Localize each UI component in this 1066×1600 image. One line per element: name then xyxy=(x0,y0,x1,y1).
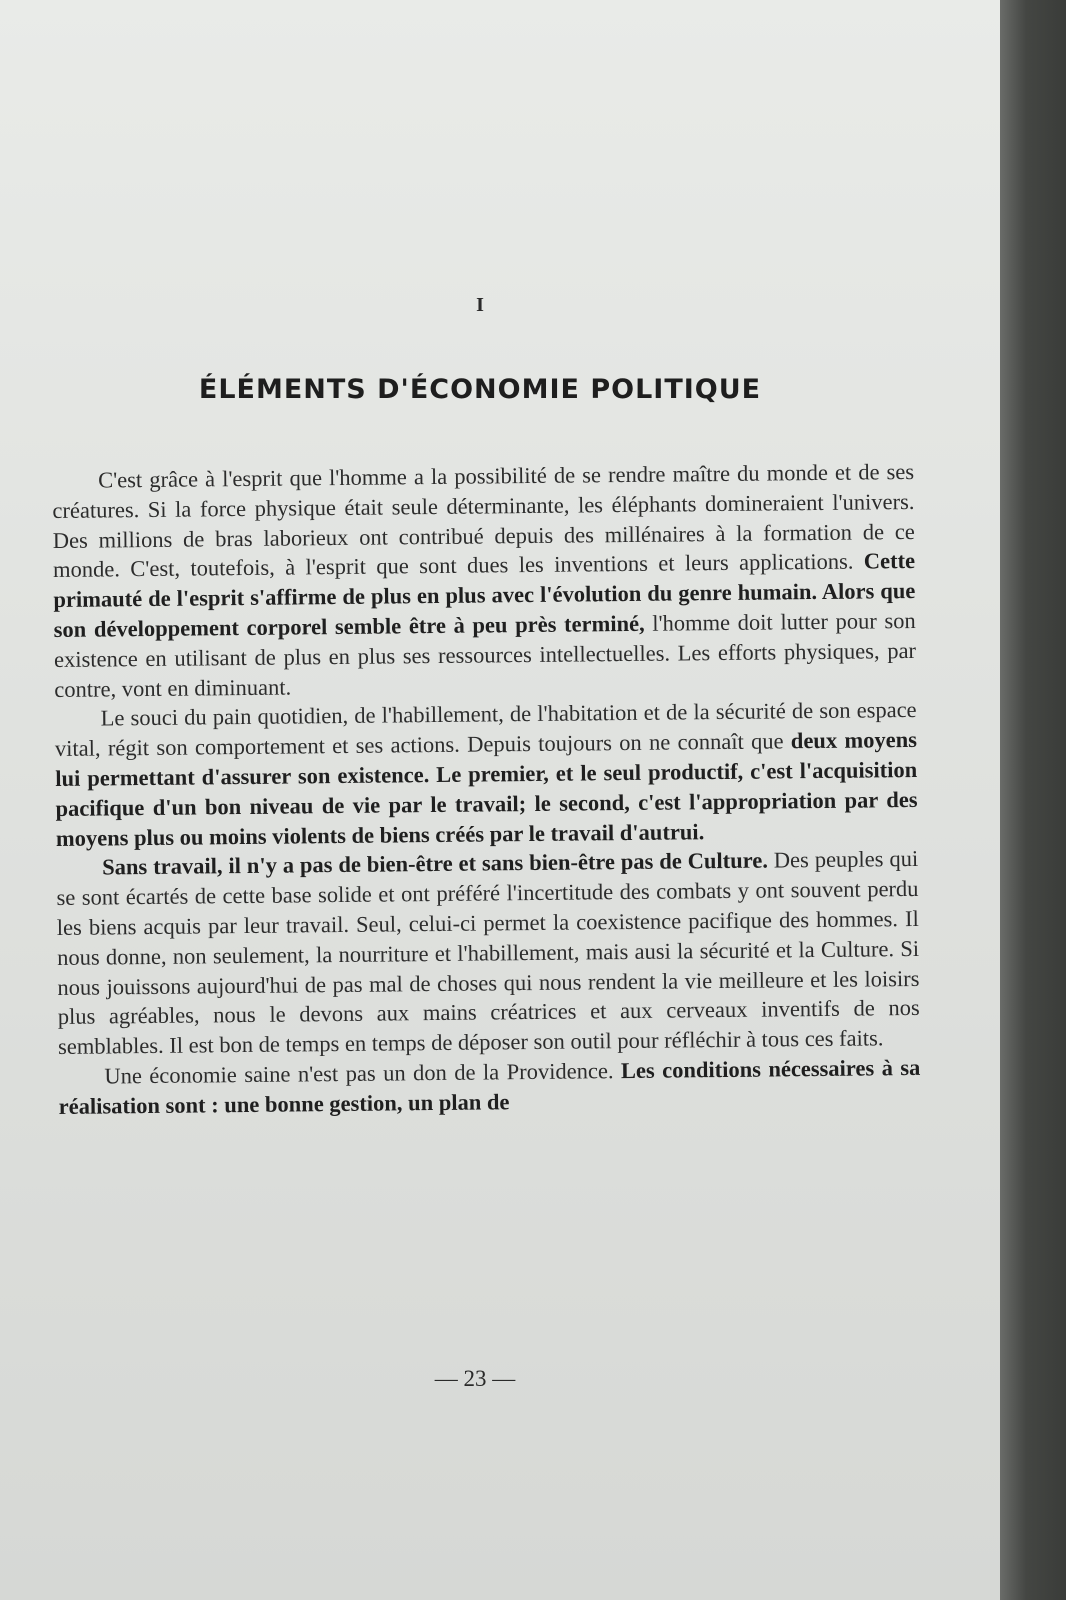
bold-segment: Sans travail, il n'y a pas de bien-être et sans bien-être pas de Culture. xyxy=(102,847,769,880)
text-segment: Une économie saine n'est pas un don de la Providence. xyxy=(104,1058,622,1089)
text-segment: Le souci du pain quotidien, de l'habillement, de l'habitation et de la sécurité de son espace vital, régit son comportement et ses actions. Depuis toujours on ne connaît que xyxy=(54,697,917,762)
text-segment: Des peuples qui se sont écartés de cette base solide et ont préféré l'incertitude des combats y ont souvent perdu les biens acquis par leur travail. Seul, celui-ci permet la coexistence pacifique des hommes. Il nous donne, non seulement, la nourriture et l'habillement, mais ausi la sécurité et la Culture. Si nous jouissons aujourd'hui de pas mal de choses qui nous rendent la vie meilleure et les loisirs plus agréables, nous le devons aux mains créatrices et aux cerveaux inventifs de nos semblables. Il est bon de temps en temps de déposer son outil pour réfléchir à tous ces faits. xyxy=(56,846,920,1060)
body-text xyxy=(52,457,921,1122)
paragraph-3 xyxy=(56,844,920,1062)
text-segment: C'est grâce à l'esprit que l'homme a la possibilité de se rendre maître du monde et de ses créatures. Si la force physique était seule déterminante, les éléphants domineraient l'univers. Des millions de bras laborieux ont contribué depuis des millénaires à la formation de ce monde. C'est, toutefois, à l'esprit que sont dues les inventions et leurs applications. xyxy=(52,458,915,583)
bold-segment: Cette primauté de l'esprit s'affirme de plus en plus avec l'évolution du genre humain. Alors que son développement corporel semble être à peu près terminé, xyxy=(53,548,916,642)
chapter-title: ÉLÉMENTS D'ÉCONOMIE POLITIQUE xyxy=(198,374,762,405)
page-number: — 23 — xyxy=(434,1366,516,1391)
page-edge-shadow xyxy=(1000,0,1066,1600)
bold-segment: deux moyens lui permettant d'assurer son existence. Le premier, et le seul productif, c'est l'acquisition pacifique d'un bon niveau de vie par le travail; le second, c'est l'appropriation par des moyens plus ou moins violents de biens créés par le travail d'autrui. xyxy=(55,727,918,851)
text-segment: l'homme doit lutter pour son existence en utilisant de plus en plus ses ressources intellectuelles. Les efforts physiques, par contre, vont en diminuant. xyxy=(53,607,917,702)
chapter-number: I xyxy=(476,294,484,316)
paragraph-1 xyxy=(52,457,916,704)
paragraph-2 xyxy=(54,695,918,853)
paragraph-4 xyxy=(58,1053,921,1122)
bold-segment: Les conditions nécessaires à sa réalisation sont : une bonne gestion, un plan de xyxy=(58,1054,921,1119)
